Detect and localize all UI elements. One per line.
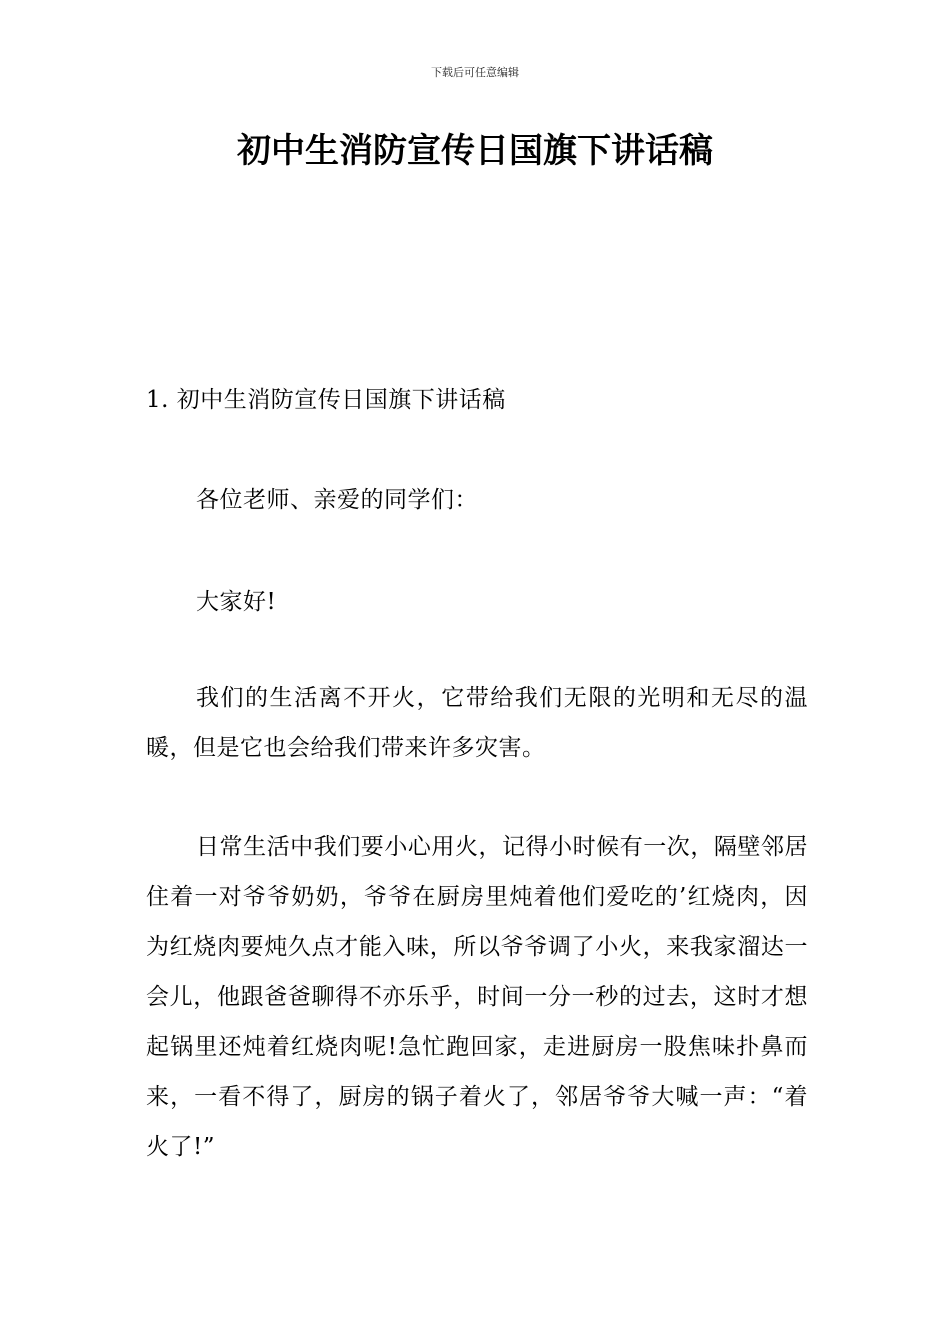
paragraph-greeting: 各位老师、亲爱的同学们： — [196, 487, 478, 513]
section-heading: 1. 初中生消防宣传日国旗下讲话稿 — [146, 387, 506, 413]
paragraph-hello: 大家好! — [196, 589, 277, 615]
paragraph-fire-benefits: 我们的生活离不开火，它带给我们无限的光明和无尽的温暖，但是它也会给我们带来许多灾害。 — [146, 685, 808, 761]
header-note: 下载后可任意编辑 — [431, 66, 519, 79]
paragraph-fire-story: 日常生活中我们要小心用火，记得小时候有一次，隔壁邻居住着一对爷爷奶奶，爷爷在厨房里炖着他们爱吃的’红烧肉，因为红烧肉要炖久点才能入味，所以爷爷调了小火，来我家溜达一会儿，他跟爸爸聊得不亦乐乎，时间一分一秒的过去，这时才想起锅里还炖着红烧肉呢!急忙跑回家，走进厨房一股焦味扑鼻而来，一看不得了，厨房的锅子着火了，邻居爷爷大喊一声：“着火了!” — [146, 834, 808, 1160]
document-title: 初中生消防宣传日国旗下讲话稿 — [237, 131, 713, 171]
